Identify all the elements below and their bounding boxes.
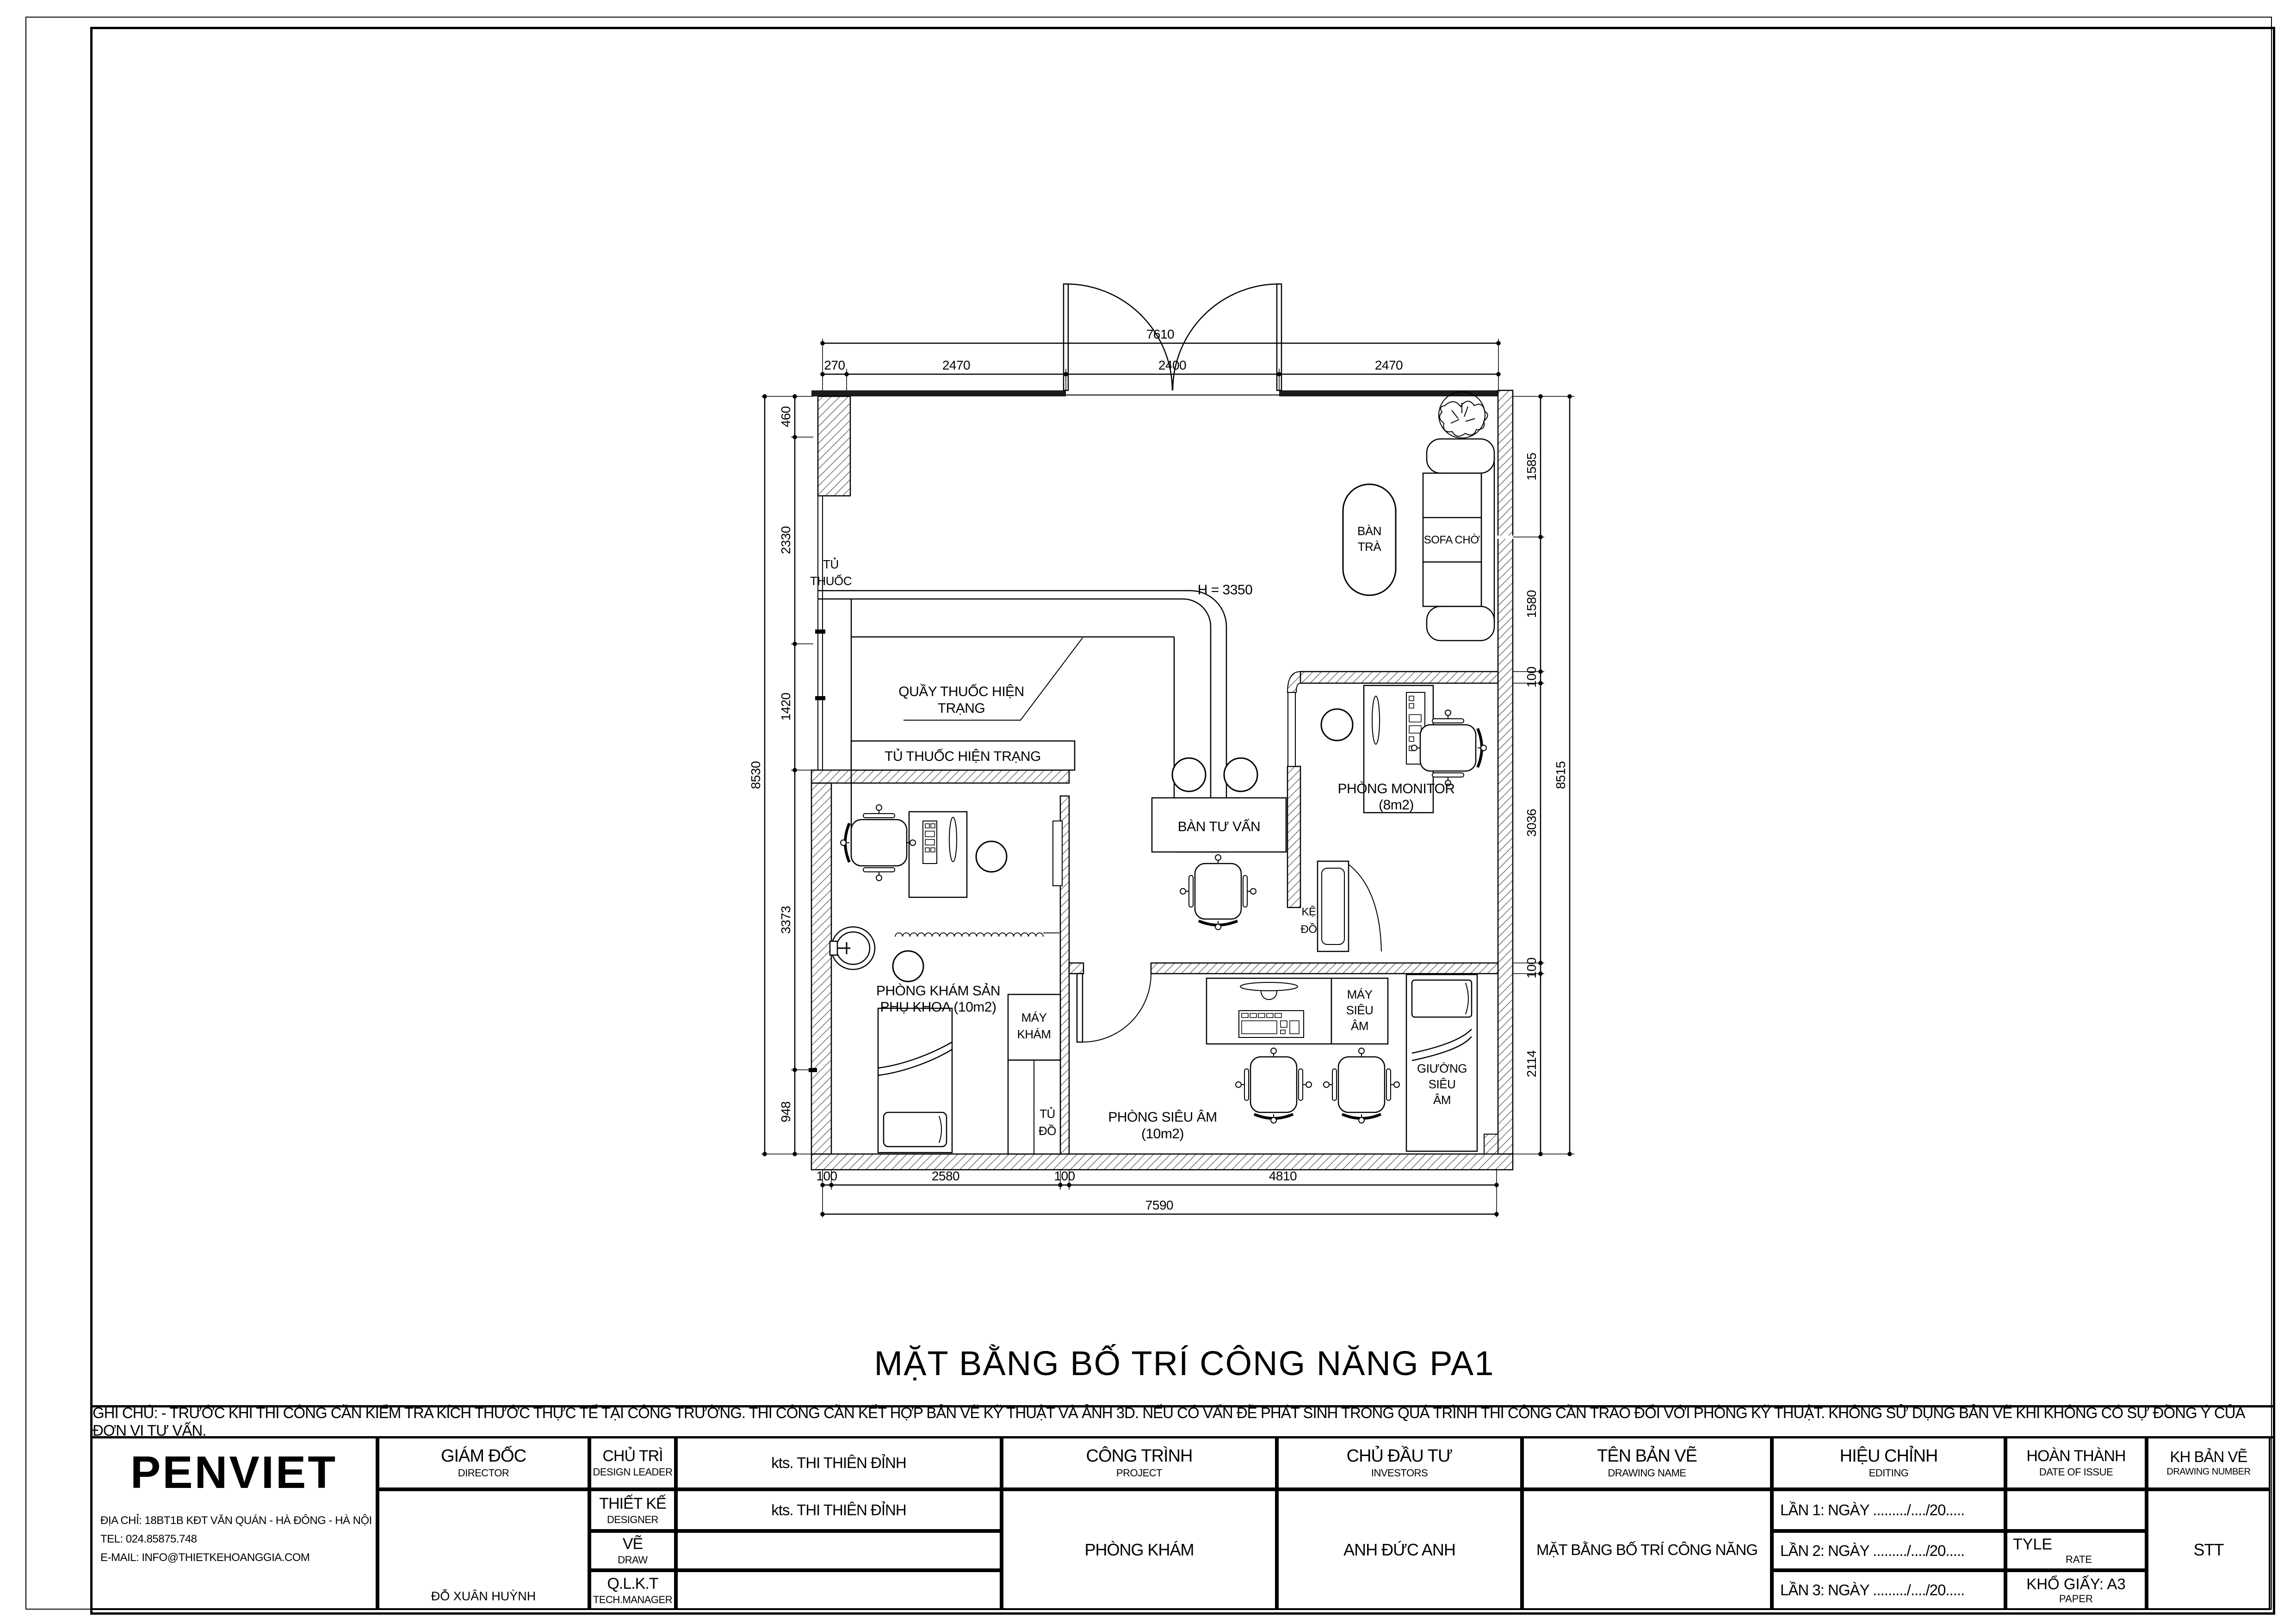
role-name: kts. THI THIÊN ĐỈNH (771, 1454, 906, 1471)
drawing-name-header (1522, 1436, 1772, 1489)
top-left-pier (818, 396, 850, 496)
monitor-glass-door (1288, 692, 1295, 766)
dim-label: 100 (1524, 957, 1539, 979)
role-designer (589, 1489, 676, 1531)
monitor-room-label: (8m2) (1379, 797, 1414, 813)
drawing-name-title-en: DRAWING NAME (1608, 1467, 1686, 1479)
drawing-name-value (1522, 1489, 1772, 1610)
rate-cell (2005, 1531, 2147, 1570)
dim-right (1513, 395, 1574, 1156)
dim-label: 1420 (779, 692, 793, 721)
consult-desk-label: BÀN TƯ VẤN (1177, 819, 1261, 834)
bottom-wall (811, 1154, 1513, 1170)
exam-sink (830, 927, 875, 969)
exam-desk (909, 812, 967, 897)
counter-label: QUẦY THUỐC HIỆN (898, 684, 1024, 699)
tea-table-label: BÀN (1357, 524, 1381, 538)
exam-stool (976, 841, 1007, 872)
role-name: kts. THI THIÊN ĐỈNH (771, 1501, 906, 1518)
paper-cell (2005, 1570, 2147, 1610)
project-value (1002, 1489, 1277, 1610)
company-logo: PENVIET (130, 1447, 338, 1498)
ultrasound-monitor (1240, 982, 1298, 991)
editing-title-vi: HIỆU CHỈNH (1839, 1446, 1938, 1466)
number-header (2147, 1436, 2271, 1489)
dim-label: 2400 (1158, 358, 1187, 372)
dim-label: 7610 (1146, 327, 1175, 341)
plan-title: MẶT BẰNG BỐ TRÍ CÔNG NĂNG PA1 (874, 1344, 1495, 1382)
role-vi: VẼ (622, 1535, 643, 1553)
tu-thuoc-label: THUỐC (810, 574, 852, 588)
investor-title-vi: CHỦ ĐẦU TƯ (1346, 1446, 1453, 1466)
rate-label: TYLE (2013, 1536, 2053, 1553)
role-en: DRAW (618, 1554, 648, 1566)
issue-header (2005, 1436, 2147, 1489)
mid-wall-a (1069, 963, 1083, 974)
top-wall-right (1279, 390, 1513, 396)
issue-empty-row (2005, 1489, 2147, 1531)
existing-cabinet-label: TỦ THUỐC HIỆN TRẠNG (885, 749, 1041, 764)
dim-top (821, 327, 1500, 390)
right-wall-step (1484, 1134, 1498, 1154)
role-en: DESIGNER (607, 1513, 658, 1525)
director-header (378, 1436, 589, 1489)
director-title-en: DIRECTOR (458, 1467, 509, 1479)
privacy-curtain (895, 933, 1043, 937)
dim-label: 2330 (779, 526, 793, 555)
role-draw (589, 1531, 676, 1570)
dim-label: 100 (1054, 1169, 1075, 1183)
dim-label: 4810 (1269, 1169, 1297, 1183)
ultrasound-chair (1324, 1048, 1399, 1123)
issue-title-vi: HOÀN THÀNH (2026, 1447, 2126, 1465)
ultrasound-chair (1236, 1048, 1312, 1123)
ultrasound-keyboard (1239, 1011, 1304, 1037)
role-vi: THIẾT KẾ (599, 1494, 666, 1512)
editing-header (1772, 1436, 2005, 1489)
tech-manager-name (676, 1570, 1002, 1610)
number-title-vi: KH BẢN VẼ (2170, 1448, 2247, 1465)
rate-en: RATE (2065, 1554, 2092, 1565)
floor-plan (688, 216, 1632, 1284)
consult-stool (1224, 758, 1257, 791)
ultrasound-bed-label: SIÊU (1428, 1077, 1456, 1091)
editing-entry: LẦN 2: NGÀY ........./..../20..... (1780, 1542, 1965, 1559)
plant (1439, 392, 1488, 438)
paper-en: PAPER (2059, 1593, 2093, 1604)
role-vi: Q.L.K.T (607, 1574, 658, 1592)
exam-room-label: PHỤ KHOA (10m2) (880, 1000, 996, 1015)
company-cell (90, 1436, 378, 1610)
dim-label: 7590 (1145, 1198, 1174, 1212)
ceiling-height-note: H = 3350 (1197, 582, 1253, 598)
monitor-left-wall (1287, 766, 1300, 907)
company-email: E-MAIL: INFO@THIETKEHOANGGIA.COM (100, 1551, 310, 1564)
draw-name (676, 1531, 1002, 1570)
company-address: ĐỊA CHỈ: 18BT1B KĐT VĂN QUÁN - HÀ ĐÔNG - HÀ NỘI (100, 1514, 372, 1527)
ultrasound-machine-label: SIÊU (1346, 1003, 1374, 1017)
dim-label: 2114 (1524, 1050, 1539, 1078)
dim-label: 8515 (1553, 761, 1568, 790)
exam-chair (841, 805, 916, 881)
ultrasound-room-label: (10m2) (1141, 1126, 1184, 1142)
dim-label: 8530 (749, 761, 763, 790)
note-text: GHI CHÚ: - TRƯỚC KHI THI CÔNG CẦN KIỂM TRA KÍCH THƯỚC THỰC TẾ TẠI CÔNG TRƯỜNG. THI CÔNG CẦN KẾT HỢP BẢN VẼ KỸ THUẬT VÀ ẢNH 3D. NẾU CÓ VẤN ĐỀ PHÁT SINH TRONG QUÁ TRÌNH THI CÔNG CẦN TRAO ĐỔI VỚI PHÒNG KỸ THUẬT. KHÔNG SỬ DỤNG BẢN VẼ KHI KHÔNG CÓ SỰ ĐỒNG Ý CỦA ĐƠN VỊ TƯ VẤN. (93, 1404, 2244, 1439)
wardrobe-label: TỦ (1040, 1107, 1055, 1121)
dim-label: 100 (1524, 666, 1539, 688)
wardrobe-label: ĐỒ (1039, 1124, 1056, 1138)
exam-machine-label: KHÁM (1017, 1027, 1051, 1041)
exam-machine-label: MÁY (1021, 1011, 1047, 1024)
company-address-block (100, 1512, 372, 1567)
editing-entry: LẦN 1: NGÀY ........./..../20..... (1780, 1501, 1965, 1518)
project-header (1002, 1436, 1277, 1489)
tea-table-label: TRÀ (1357, 540, 1381, 554)
drawing-name-title-vi: TÊN BẢN VẼ (1597, 1446, 1697, 1466)
exam-bed (878, 1008, 952, 1153)
dim-label: 3036 (1524, 808, 1539, 837)
exam-monitor (949, 817, 957, 862)
investor-header (1277, 1436, 1522, 1489)
wall-joint-mark (815, 696, 825, 700)
ultrasound-machine-label: MÁY (1347, 987, 1373, 1001)
dim-label: 2470 (1374, 358, 1403, 372)
ultrasound-room-label: PHÒNG SIÊU ÂM (1108, 1110, 1217, 1125)
right-wall (1498, 390, 1513, 1154)
dim-label: 948 (779, 1101, 793, 1123)
project-title-en: PROJECT (1116, 1467, 1163, 1479)
director-name: ĐỖ XUÂN HUỲNH (431, 1589, 536, 1603)
exam-window (1053, 821, 1062, 886)
dim-label: 1580 (1524, 590, 1539, 618)
mid-wall-b (1151, 963, 1498, 974)
project-title-vi: CÔNG TRÌNH (1086, 1446, 1193, 1466)
top-wall-left (811, 390, 1066, 396)
project-name: PHÒNG KHÁM (1084, 1540, 1194, 1559)
monitor-top-wall (1300, 672, 1498, 683)
wall-joint-mark (815, 629, 825, 634)
exam-room-label: PHÒNG KHÁM SẢN (876, 983, 1001, 999)
designer-name (676, 1489, 1002, 1531)
editing-row-3 (1772, 1570, 2005, 1610)
role-tech-manager (589, 1570, 676, 1610)
shelf-label: KỆ (1301, 906, 1316, 918)
editing-row-2 (1772, 1531, 2005, 1570)
dim-bottom (816, 1169, 1498, 1217)
shelf-unit (1318, 861, 1381, 951)
exam-top-wall (811, 770, 1069, 783)
dim-left (749, 395, 813, 1156)
number-title-en: DRAWING NUMBER (2166, 1467, 2251, 1477)
role-design-leader (589, 1436, 676, 1489)
editing-row-1 (1772, 1489, 2005, 1531)
investor-name: ANH ĐỨC ANH (1343, 1540, 1455, 1559)
exam-stool-2 (893, 951, 923, 981)
drawing-name: MẶT BẰNG BỐ TRÍ CÔNG NĂNG (1536, 1541, 1758, 1558)
monitor-room-label: PHÒNG MONITOR (1337, 781, 1455, 796)
monitor-wall-corner (1287, 672, 1300, 692)
monitor-screen (1372, 696, 1380, 744)
number-value (2147, 1489, 2271, 1610)
editing-title-en: EDITING (1869, 1467, 1909, 1479)
editing-entry: LẦN 3: NGÀY ........./..../20..... (1780, 1581, 1965, 1598)
company-tel: TEL: 024.85875.748 (100, 1533, 197, 1545)
paper-label: KHỔ GIẤY: A3 (2026, 1575, 2126, 1592)
right-wall-joint (1497, 536, 1514, 539)
design-leader-name (676, 1436, 1002, 1489)
dim-label: 2470 (942, 358, 971, 372)
sofa-label: SOFA CHỜ (1423, 534, 1480, 546)
role-en: TECH.MANAGER (593, 1593, 673, 1605)
ultrasound-bed-label: ÂM (1433, 1093, 1451, 1107)
dim-label: 2580 (931, 1169, 960, 1183)
dim-label: 270 (824, 358, 845, 372)
director-signature (378, 1489, 589, 1610)
monitor-stool (1321, 709, 1353, 741)
counter-label: TRẠNG (937, 701, 985, 716)
consult-stool (1172, 758, 1206, 791)
ultrasound-machine-label: ÂM (1351, 1019, 1368, 1033)
ultrasound-bed-label: GIƯỜNG (1417, 1061, 1467, 1075)
issue-title-en: DATE OF ISSUE (2039, 1466, 2113, 1478)
director-title-vi: GIÁM ĐỐC (440, 1446, 526, 1466)
exam-left-wall (811, 783, 831, 1154)
ultrasound-door (1077, 974, 1151, 1042)
role-vi: CHỦ TRÌ (602, 1447, 663, 1465)
drawing-number: STT (2193, 1540, 2224, 1559)
dim-label: 3373 (779, 906, 793, 934)
dim-label: 100 (816, 1169, 837, 1183)
tu-thuoc-label: TỦ (823, 557, 839, 571)
label-leader (904, 638, 1083, 720)
role-en: DESIGN LEADER (593, 1466, 673, 1478)
note-strip (90, 1405, 2275, 1438)
dim-label: 460 (779, 406, 793, 427)
investor-value (1277, 1489, 1522, 1610)
shelf-label: ĐỒ (1300, 923, 1317, 936)
dim-label: 1585 (1524, 452, 1539, 481)
consult-chair (1180, 855, 1256, 930)
investor-title-en: INVESTORS (1371, 1467, 1428, 1479)
